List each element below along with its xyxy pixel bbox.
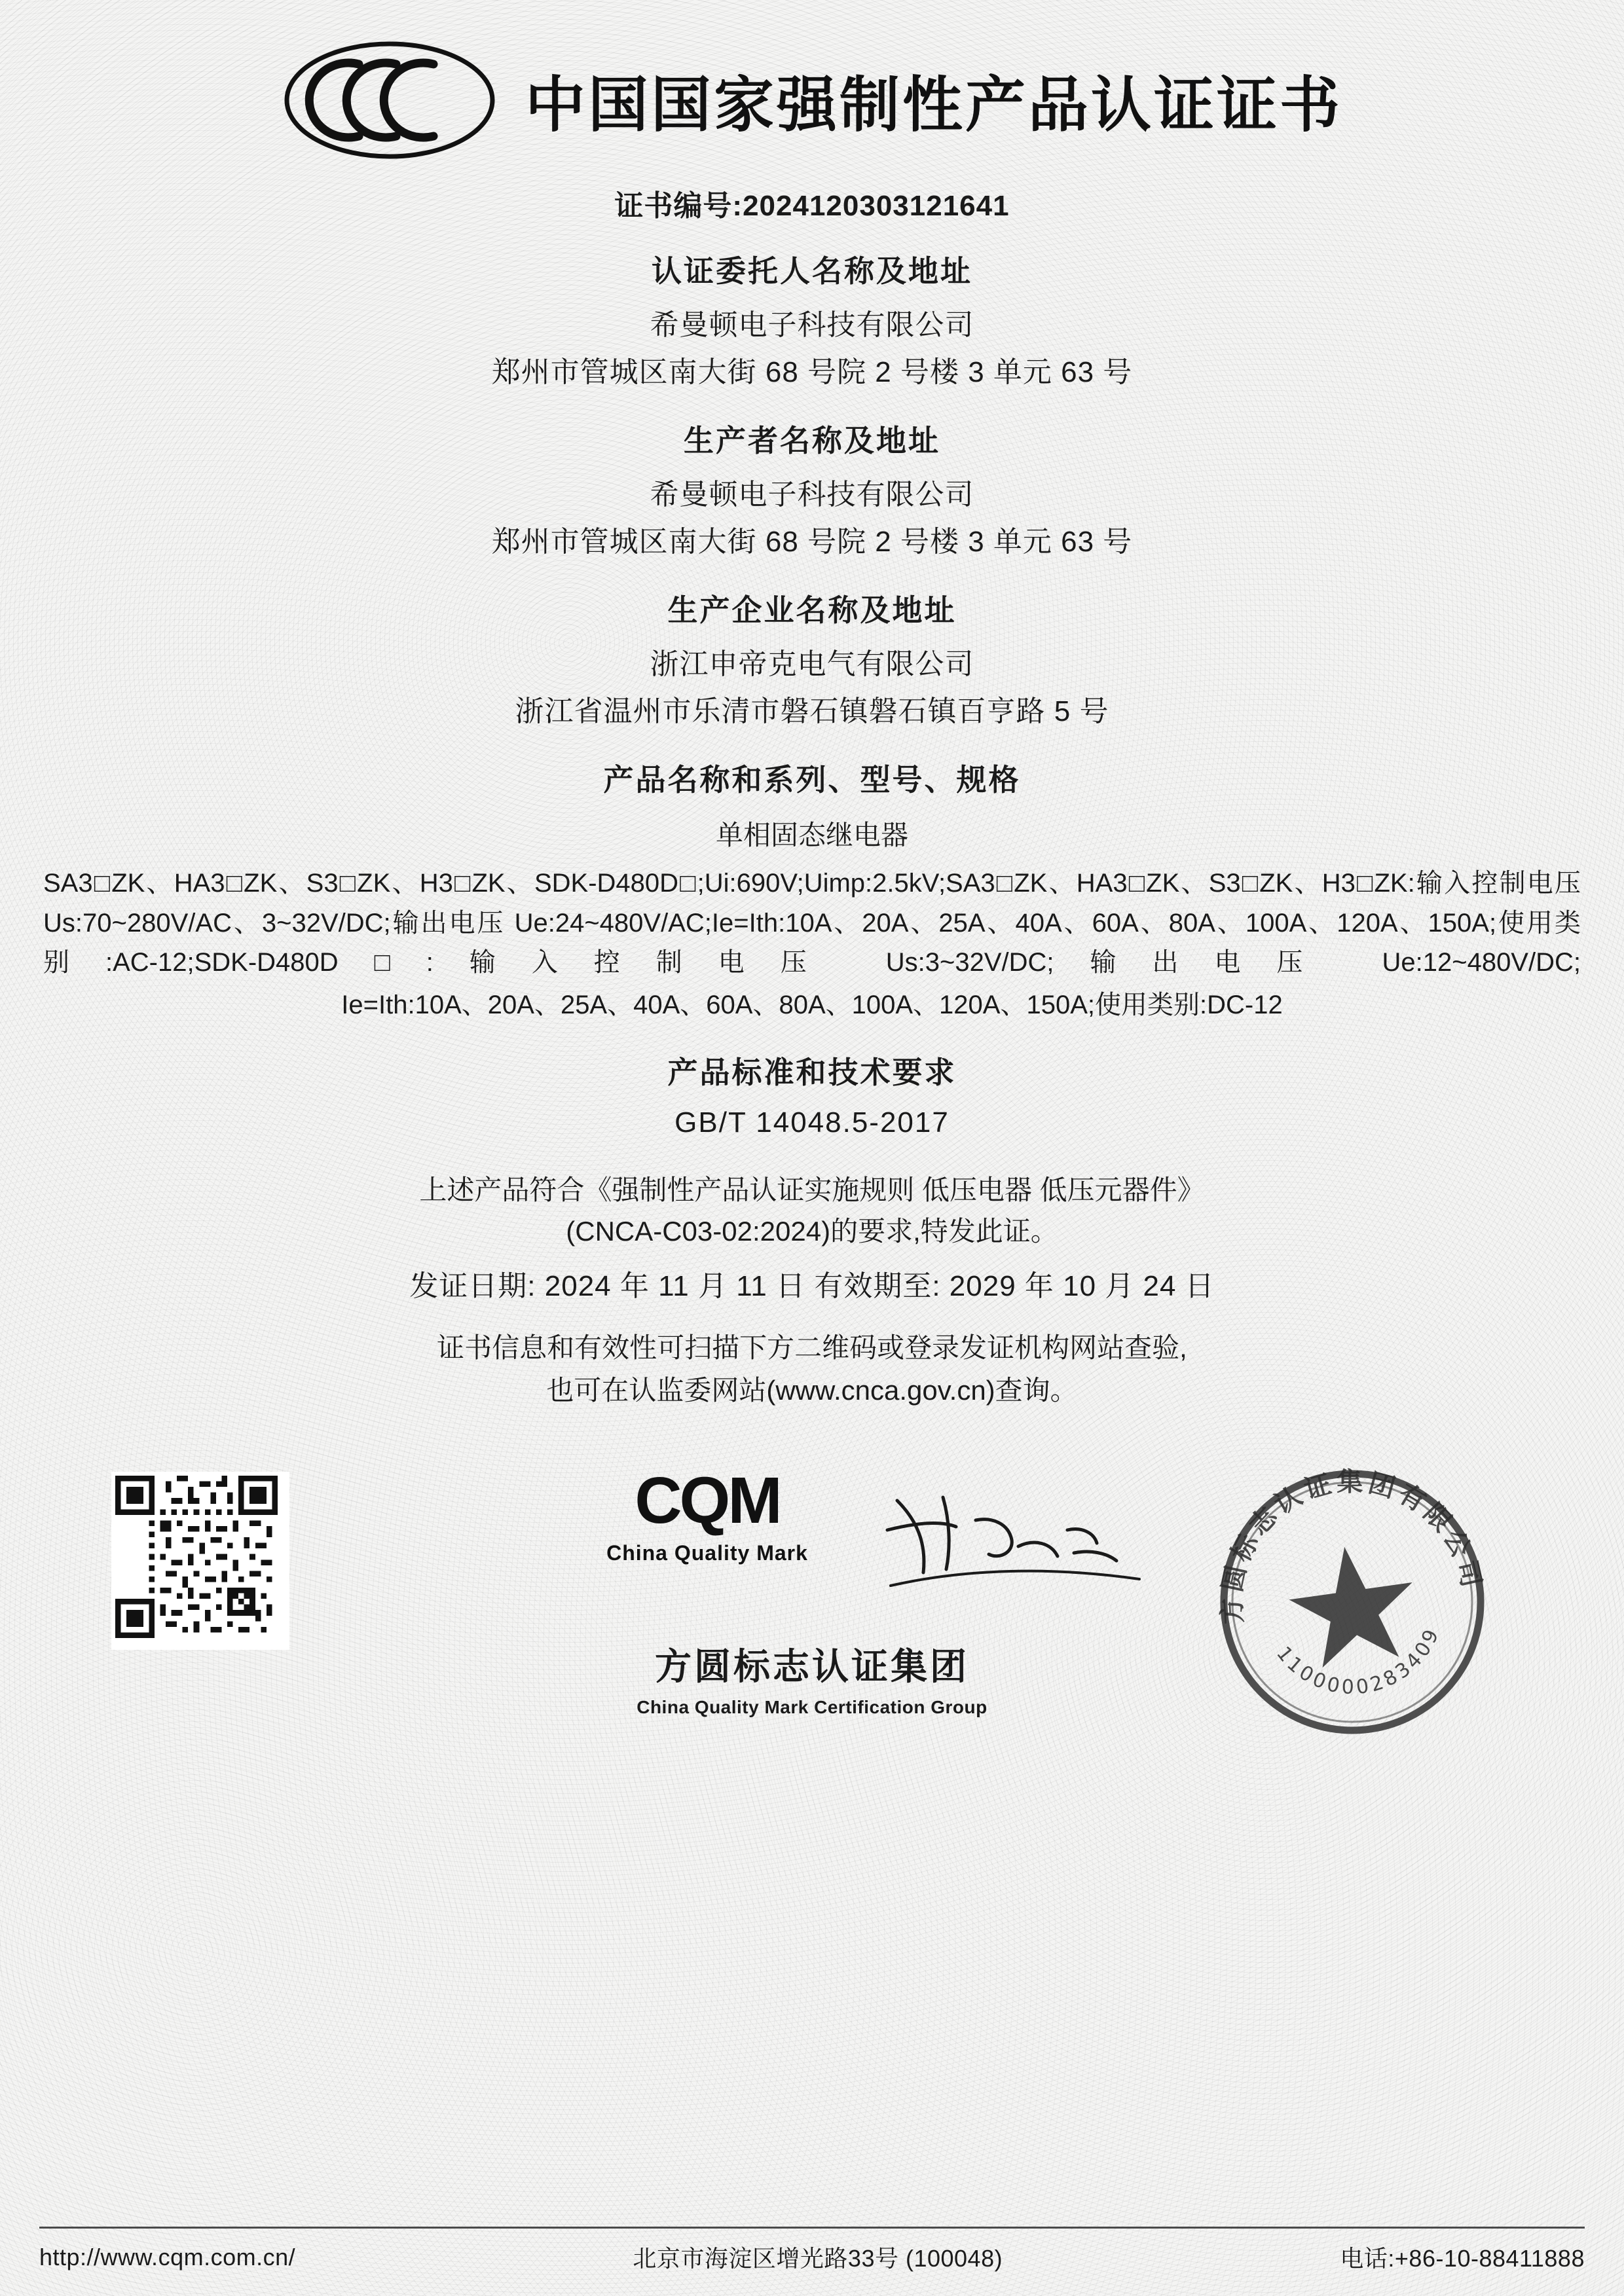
applicant-address: 郑州市管城区南大街 68 号院 2 号楼 3 单元 63 号 — [491, 356, 1133, 389]
certificate-bottom — [39, 1442, 1585, 1808]
certificate-header — [39, 0, 1585, 162]
certificate-number-label: 证书编号: — [614, 190, 743, 222]
conformity-statement — [39, 1169, 1585, 1252]
applicant-section — [39, 247, 1585, 393]
applicant-name: 希曼顿电子科技有限公司 — [650, 309, 974, 341]
ccc-logo-icon — [282, 38, 498, 162]
product-specification-main: SA3□ZK、HA3□ZK、S3□ZK、H3□ZK、SDK-D480D□;Ui:690V;Uimp:2.5kV;SA3□ZK、HA3□ZK、S3□ZK、H3□ZK:输入控制电压 Us:70~280V/AC、3~32V/DC;输出电压 Ue:24~480V/AC;Ie=Ith:10A、20A、25A、40A、60A、80A、100A、120A、150A;使用类别:AC-12;SDK-D480D□:输入控制电压 Us:3~32V/DC;输出电压 Ue:12~480V/DC; — [43, 868, 1581, 977]
issuer-group-name-cn: 方圆标志认证集团 — [655, 1646, 969, 1688]
manufacturer-address: 郑州市管城区南大街 68 号院 2 号楼 3 单元 63 号 — [491, 526, 1133, 558]
cqm-logo-subtitle: China Quality Mark — [606, 1541, 808, 1565]
certificate-number — [39, 182, 1585, 224]
issuer-group — [517, 1638, 1107, 1718]
factory-name: 浙江申帝克电气有限公司 — [650, 647, 974, 680]
footer-phone: 电话:+86-10-88411888 — [1340, 2245, 1585, 2272]
official-seal-icon — [1198, 1448, 1506, 1756]
cqm-logo-word: CQM — [635, 1464, 780, 1538]
footer-website[interactable]: http://www.cqm.com.cn/ — [39, 2243, 296, 2270]
manufacturer-name: 希曼顿电子科技有限公司 — [650, 478, 974, 511]
conformity-statement-line1: 上述产品符合《强制性产品认证实施规则 低压电器 低压元器件》 — [419, 1175, 1205, 1205]
standard-value: GB/T 14048.5-2017 — [674, 1106, 950, 1139]
product-heading: 产品名称和系列、型号、规格 — [603, 762, 1021, 797]
factory-address: 浙江省温州市乐清市磐石镇磐石镇百亨路 5 号 — [515, 695, 1109, 728]
verification-note-line2: 也可在认监委网站(www.cnca.gov.cn)查询。 — [546, 1375, 1078, 1406]
verification-note-line1: 证书信息和有效性可扫描下方二维码或登录发证机构网站查验, — [437, 1332, 1187, 1363]
manufacturer-heading: 生产者名称及地址 — [684, 423, 940, 458]
manufacturer-section — [39, 417, 1585, 563]
page-title: 中国国家强制性产品认证证书 — [525, 70, 1342, 140]
qr-code-image — [115, 1476, 278, 1638]
cqm-logo — [537, 1464, 877, 1565]
svg-text:1100000283409: 1100000283409 — [1272, 1623, 1445, 1700]
verification-note — [39, 1326, 1585, 1412]
standard-heading: 产品标准和技术要求 — [667, 1055, 957, 1089]
conformity-statement-line2: (CNCA-C03-02:2024)的要求,特发此证。 — [566, 1216, 1058, 1247]
product-section — [39, 756, 1585, 1025]
certificate-footer — [39, 2227, 1585, 2274]
product-specification-last-line: Ie=Ith:10A、20A、25A、40A、60A、80A、100A、120A、150A;使用类别:DC-12 — [341, 991, 1283, 1020]
footer-address: 北京市海淀区增光路33号 (100048) — [633, 2245, 1003, 2272]
svg-text:方圆标志认证集团有限公司: 方圆标志认证集团有限公司 — [1217, 1467, 1488, 1626]
qr-code[interactable] — [111, 1472, 289, 1650]
signature-icon — [877, 1481, 1153, 1612]
factory-heading: 生产企业名称及地址 — [667, 592, 957, 627]
product-name: 单相固态继电器 — [715, 819, 908, 850]
product-specification — [39, 864, 1585, 983]
product-specification-tail — [39, 985, 1585, 1025]
issuer-group-name-en: China Quality Mark Certification Group — [637, 1697, 987, 1718]
factory-section — [39, 587, 1585, 733]
certificate-dates: 发证日期: 2024 年 11 月 11 日 有效期至: 2029 年 10 月 24 日 — [409, 1270, 1215, 1302]
standard-section — [39, 1049, 1585, 1139]
applicant-heading: 认证委托人名称及地址 — [652, 254, 972, 288]
certificate-number-value: 2024120303121641 — [743, 190, 1010, 222]
